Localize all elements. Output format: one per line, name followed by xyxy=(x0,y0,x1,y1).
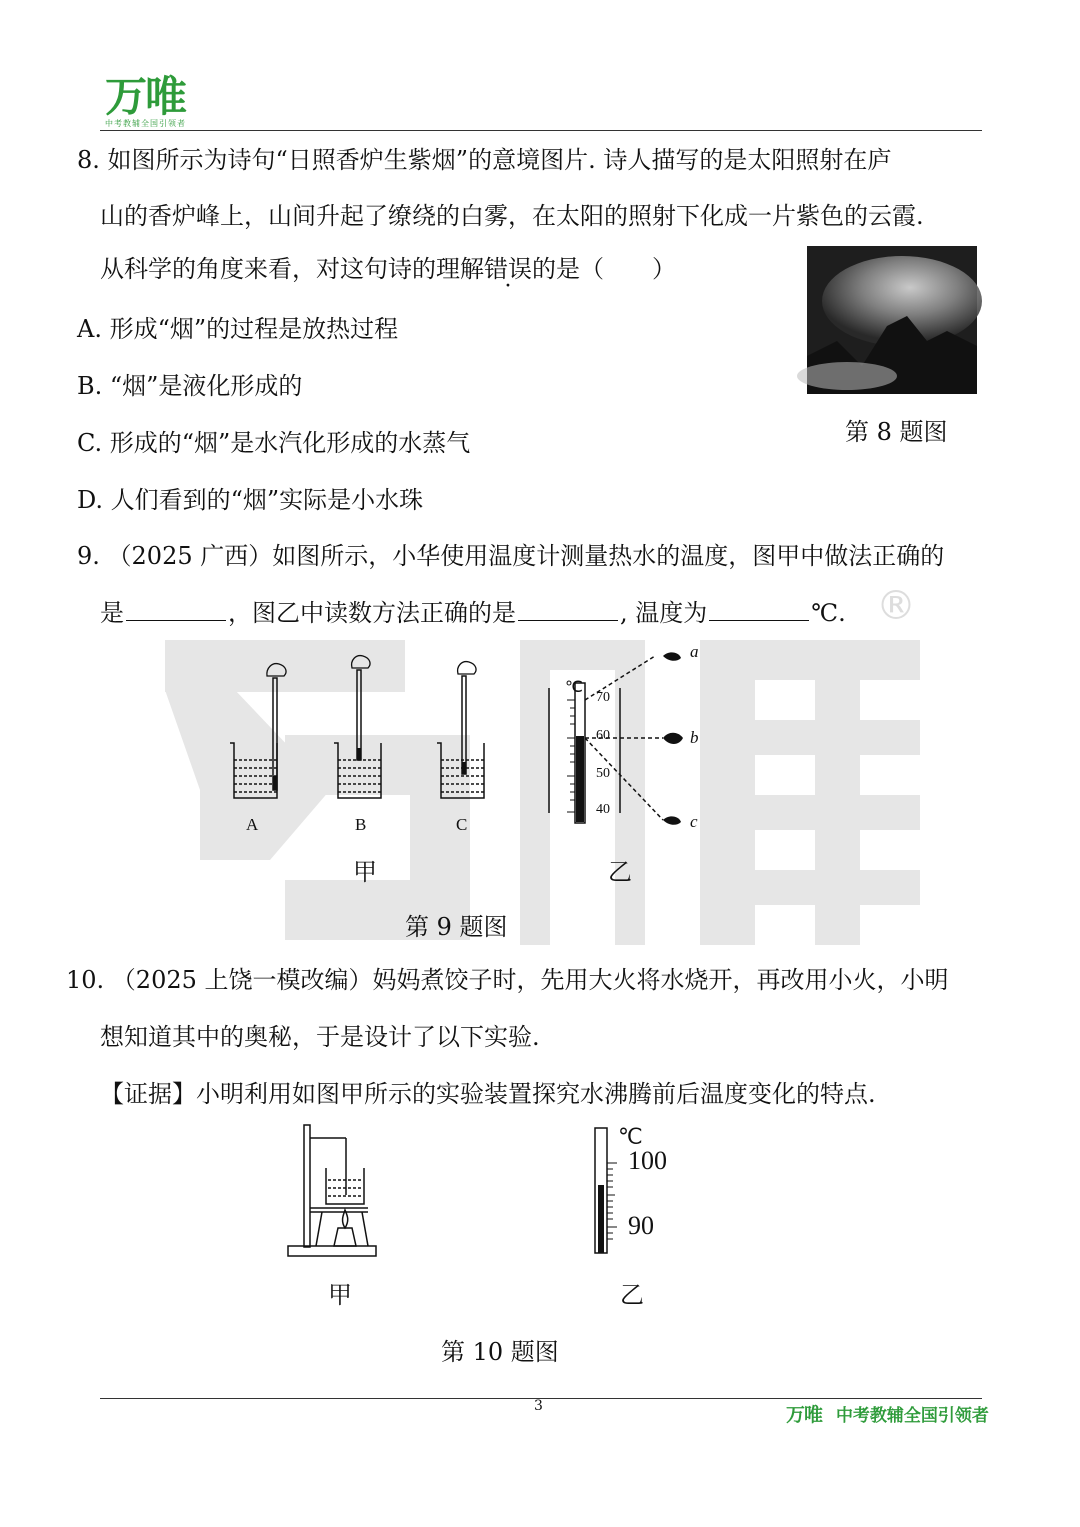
q10-yi-unit: ℃ xyxy=(618,1124,643,1149)
q9-blank-2[interactable] xyxy=(518,598,618,621)
q9-beakers-figure xyxy=(222,648,502,808)
logo-text: 万唯 xyxy=(105,72,186,121)
q8-option-b: B. “烟”是液化形成的 xyxy=(77,372,303,400)
q9-label-c: C xyxy=(456,815,468,834)
q9-eye-c: c xyxy=(690,812,698,831)
q10-jia-caption: 甲 xyxy=(328,1281,352,1309)
q9-blank-3[interactable] xyxy=(709,598,809,621)
page-number: 3 xyxy=(534,1398,543,1414)
q9-label-b: B xyxy=(355,815,367,834)
q9-tick-60: 60 xyxy=(596,728,610,743)
q8-option-a: A. 形成“烟”的过程是放热过程 xyxy=(77,315,399,343)
q8-option-d: D. 人们看到的“烟”实际是小水珠 xyxy=(77,486,424,514)
footer-brand xyxy=(786,1400,989,1427)
q9-eye-b: b xyxy=(690,728,699,747)
logo-subtitle: 中考教辅全国引领者 xyxy=(105,119,186,128)
q8-line2: 山的香炉峰上，山间升起了缭绕的白雾，在太阳的照射下化成一片紫色的云霞. xyxy=(100,202,924,230)
q10-tick-100: 100 xyxy=(628,1146,667,1175)
watermark-registered-mark: ® xyxy=(876,583,916,629)
header-logo xyxy=(105,74,186,129)
q8-figure-caption: 第 8 题图 xyxy=(845,418,948,446)
q9-tick-50: 50 xyxy=(596,766,610,781)
q10-line3: 【证据】小明利用如图甲所示的实验装置探究水沸腾前后温度变化的特点. xyxy=(100,1080,876,1108)
q9-tick-70: 70 xyxy=(596,690,610,705)
q8-line3-end: 的是（ ） xyxy=(532,255,676,283)
header-rule xyxy=(100,130,982,131)
q10-tick-90: 90 xyxy=(628,1211,654,1240)
q10-yi-caption: 乙 xyxy=(620,1281,644,1309)
q8-line1: 8. 如图所示为诗句“日照香炉生紫烟”的意境图片. 诗人描写的是太阳照射在庐 xyxy=(77,146,892,174)
q9-text-a: 是 xyxy=(100,599,124,627)
q9-line2 xyxy=(100,597,846,629)
q9-yi-caption: 乙 xyxy=(608,858,632,886)
footer-logo: 万唯 xyxy=(786,1404,823,1426)
q9-yi-unit: ℃ xyxy=(565,679,583,696)
q9-tick-40: 40 xyxy=(596,802,610,817)
q9-text-d: ℃. xyxy=(811,599,846,627)
q10-line2: 想知道其中的奥秘，于是设计了以下实验. xyxy=(100,1023,540,1051)
q8-option-c: C. 形成的“烟”是水汽化形成的水蒸气 xyxy=(77,429,471,457)
q8-line3 xyxy=(100,253,676,285)
q10-line1: 10. （2025 上饶一模改编）妈妈煮饺子时，先用大火将水烧开，再改用小火，小明 xyxy=(66,966,949,994)
q10-boiling-apparatus xyxy=(286,1120,386,1260)
q9-blank-1[interactable] xyxy=(126,598,226,621)
q8-line3-start: 从科学的角度来看，对这句诗的理解 xyxy=(100,255,484,283)
q9-line1: 9. （2025 广西）如图所示，小华使用温度计测量热水的温度，图甲中做法正确的 xyxy=(77,542,945,570)
q8-emphasis: 错误 xyxy=(484,255,532,283)
q9-label-a: A xyxy=(246,815,259,834)
q9-text-c: , 温度为 xyxy=(620,599,708,627)
footer-slogan: 中考教辅全国引领者 xyxy=(835,1406,989,1426)
q9-text-b: ，图乙中读数方法正确的是 xyxy=(228,599,516,627)
q9-figure-caption: 第 9 题图 xyxy=(405,913,508,941)
q9-eye-a: a xyxy=(690,642,699,661)
q10-figure-caption: 第 10 题图 xyxy=(441,1338,559,1366)
q8-mountain-photo xyxy=(807,246,977,394)
q9-jia-caption: 甲 xyxy=(353,858,377,886)
